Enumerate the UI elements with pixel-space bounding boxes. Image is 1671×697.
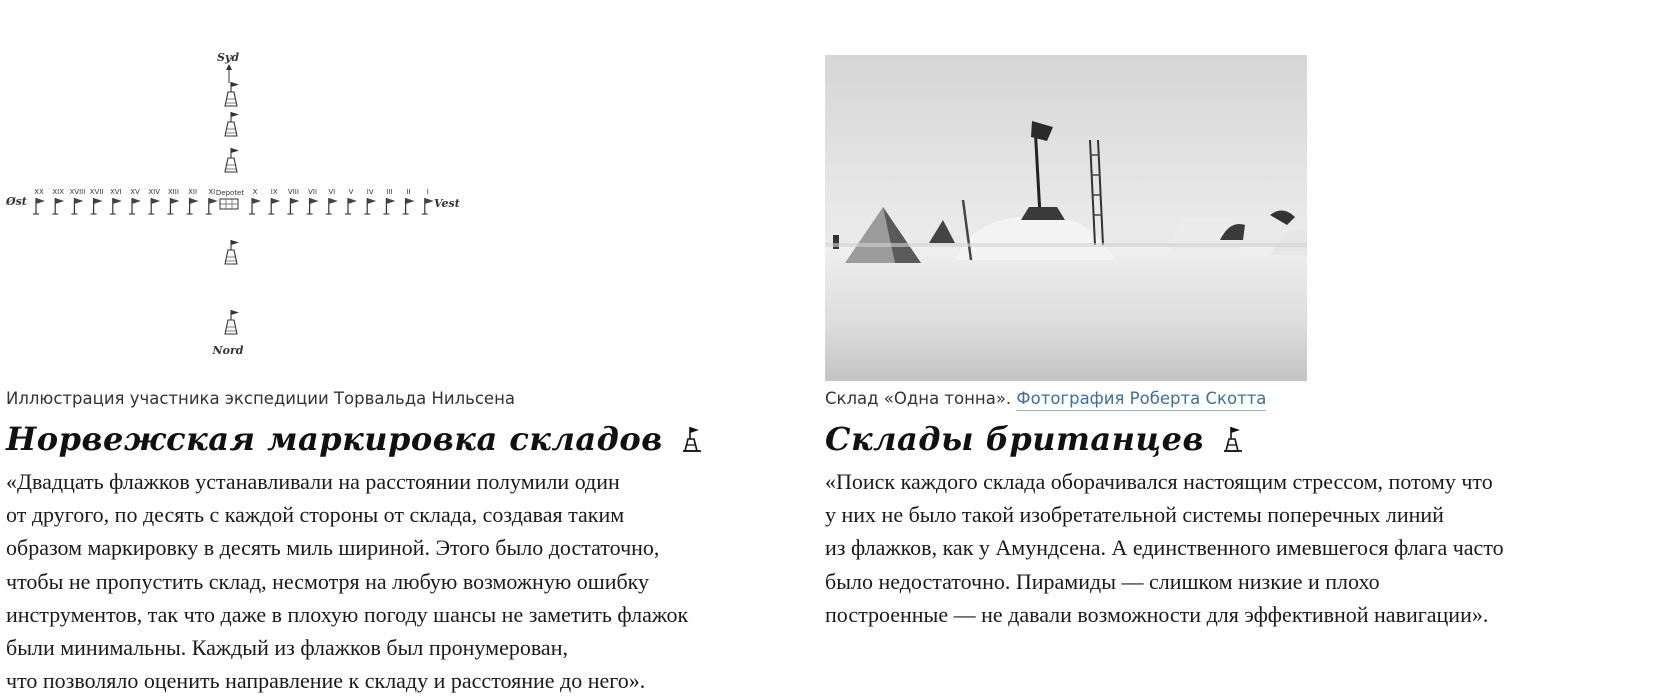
flag-number-label: II	[406, 188, 411, 196]
flag-number-label: XX	[34, 188, 44, 196]
west-flag-row	[249, 188, 434, 214]
photographer-link[interactable]: Фотография Роберта Скотта	[1016, 389, 1266, 411]
flag-marker-icon	[110, 198, 122, 214]
flag-number-label: XI	[208, 188, 216, 196]
flag-number-label: XVI	[109, 188, 122, 196]
british-quote: «Поиск каждого склада оборачивался настоящим стрессом, потому что у них не было такой изобретательной системы поперечных линий из флажков, как у Амундсена. А единственного имевшегося флага часто было недостаточно. Пирамиды — слишком низкие и плохо построенные — не давали возможности для эффективной навигации».	[825, 469, 1504, 627]
norwegian-depots-heading	[6, 420, 703, 458]
flag-number-label: X	[252, 188, 258, 196]
east-label: Øst	[6, 195, 27, 208]
flag-marker-icon	[167, 198, 179, 214]
cairn-icon	[225, 240, 239, 264]
depot-marker	[216, 189, 244, 209]
flag-marker-icon	[307, 198, 319, 214]
heading-text: Норвежская маркировка складов	[6, 420, 663, 458]
flag-number-label: XVII	[89, 188, 104, 196]
flag-marker-icon	[403, 198, 415, 214]
flag-number-label: III	[386, 188, 393, 196]
cairn-icon	[225, 310, 239, 334]
flag-marker-icon	[91, 198, 103, 214]
cairn-icon	[225, 82, 239, 106]
flag-marker-icon	[249, 198, 261, 214]
west-label: Vest	[434, 197, 460, 210]
north-label: Nord	[212, 344, 244, 357]
flag-number-label: XIV	[148, 188, 161, 196]
british-depots-heading	[825, 420, 1244, 458]
cairn-flag-icon	[1222, 425, 1244, 453]
depot-label: Depotet	[215, 189, 245, 197]
flag-number-label: IV	[366, 188, 374, 196]
heading-text: Склады британцев	[825, 420, 1204, 458]
cairn-icon	[225, 112, 239, 136]
norwegian-quote: «Двадцать флажков устанавливали на расстоянии полумили один от другого, по десять с каждой стороны от склада, создавая таким образом маркировку в десять миль шириной. Этого было достаточно, чтобы не пропустить склад, несмотря на любую возможную ошибку инструментов, так что даже в плохую погоду шансы не заметить флажок были минимальны. Каждый из флажков был пронумерован, что позволяло оценить направление к складу и расстояние до него».	[6, 469, 689, 694]
flag-number-label: XV	[130, 188, 140, 196]
flag-number-label: VIII	[287, 188, 299, 196]
flag-marker-icon	[383, 198, 395, 214]
flag-marker-icon	[148, 198, 160, 214]
flag-marker-icon	[364, 198, 376, 214]
flag-number-label: IX	[270, 188, 278, 196]
flag-number-label: XIII	[167, 188, 179, 196]
south-label: Syd	[216, 51, 240, 64]
flag-marker-icon	[71, 198, 83, 214]
flag-marker-icon	[326, 198, 338, 214]
flag-marker-icon	[287, 198, 299, 214]
flag-marker-icon	[129, 198, 141, 214]
flag-marker-icon	[187, 198, 199, 214]
depot-marking-diagram	[6, 50, 466, 382]
flag-marker-icon	[206, 198, 218, 214]
one-ton-depot-photo	[825, 55, 1307, 381]
arrow-up-icon	[226, 64, 232, 70]
flag-marker-icon	[268, 198, 280, 214]
flag-number-label: XII	[188, 188, 198, 196]
flag-marker-icon	[422, 198, 434, 214]
flag-number-label: XIX	[52, 188, 65, 196]
flag-number-label: XVIII	[69, 188, 86, 196]
flag-marker-icon	[33, 198, 45, 214]
photo-caption	[825, 389, 1266, 408]
flag-marker-icon	[345, 198, 357, 214]
east-flag-row	[33, 188, 218, 214]
flag-number-label: I	[426, 188, 429, 196]
diagram-caption: Иллюстрация участника экспедиции Торвальда Нильсена	[6, 389, 515, 408]
cairn-icon	[225, 148, 239, 172]
flag-number-label: V	[348, 188, 354, 196]
flag-number-label: VII	[308, 188, 318, 196]
flag-number-label: VI	[328, 188, 336, 196]
flag-marker-icon	[52, 198, 64, 214]
photo-caption-text: Склад «Одна тонна».	[825, 389, 1012, 408]
cairn-flag-icon	[681, 425, 703, 453]
